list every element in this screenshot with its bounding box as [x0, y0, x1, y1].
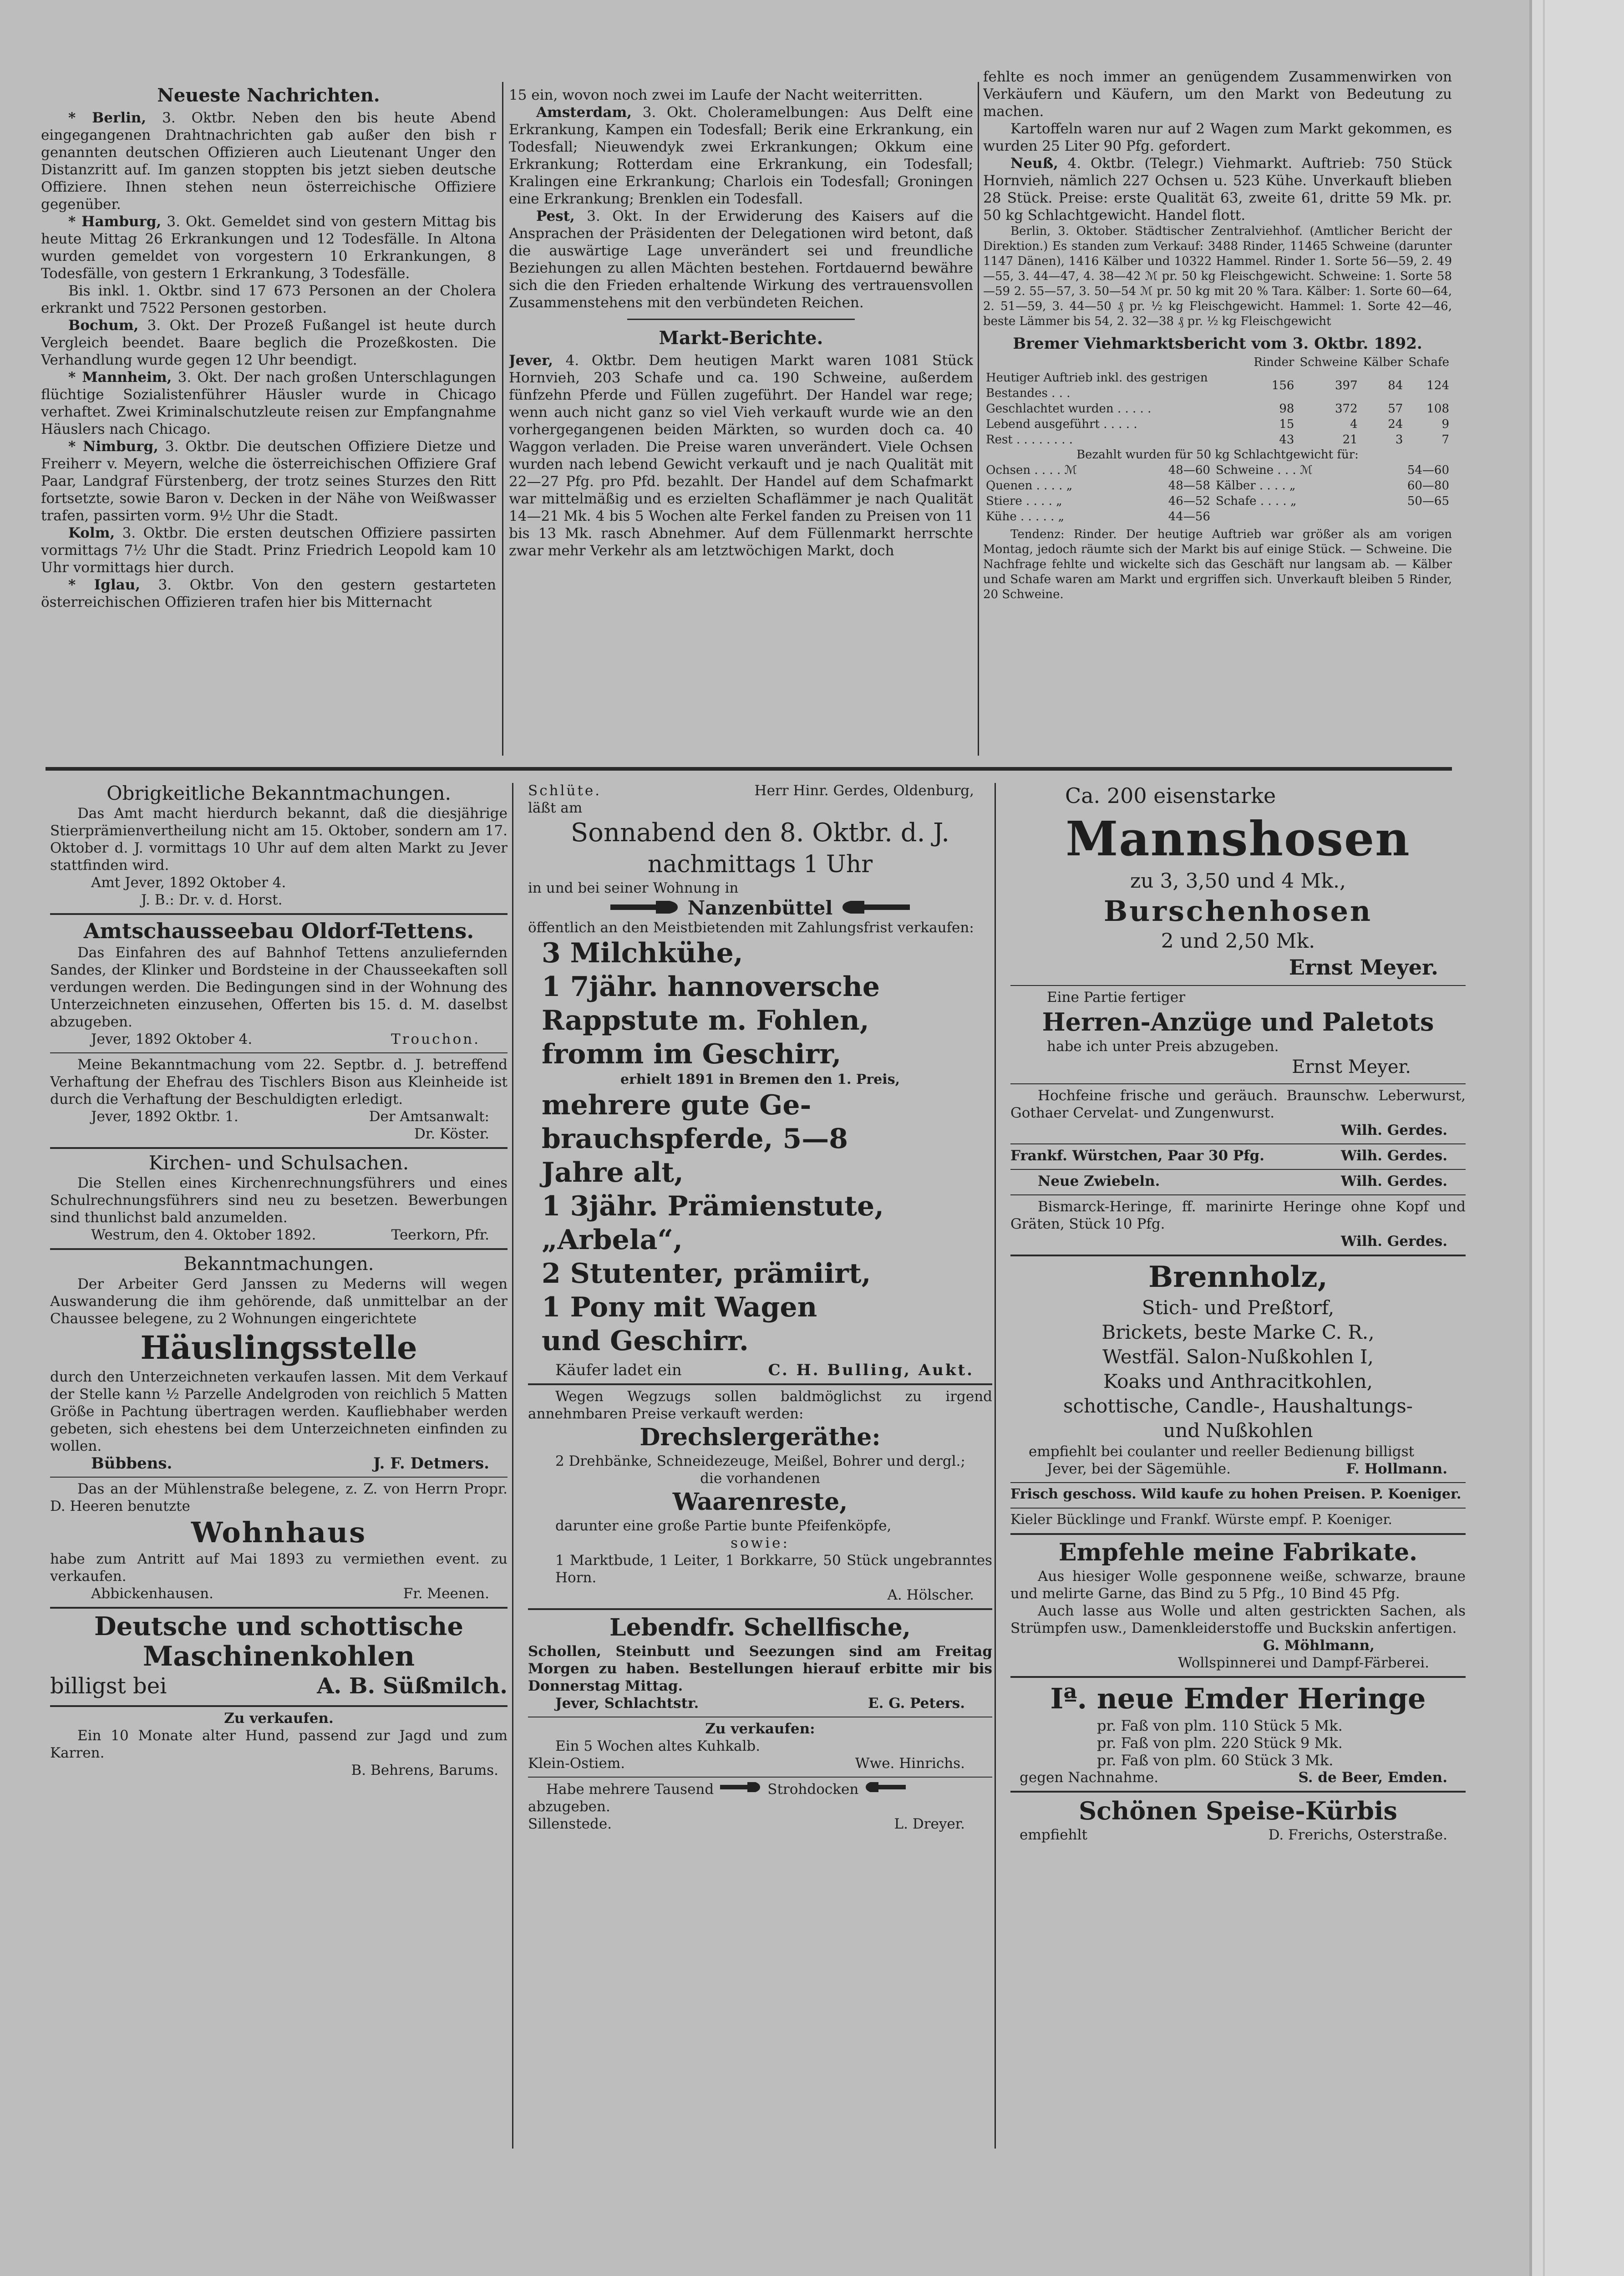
ad-headline: Schönen Speise-Kürbis	[1079, 1796, 1397, 1825]
sig-left: Jever, 1892 Oktober 4.	[91, 1031, 253, 1047]
ad-intro: Ca. 200 eisenstarke	[1065, 783, 1276, 808]
table-cell	[1213, 509, 1376, 524]
report-text: 4. Oktbr. (Telegr.) Viehmarkt. Auftrieb: 750 Stück Hornvieh, nämlich 227 Ochsen u. 523 Kühe. Unverkauft blieben 28 Stück. Preise: erste Qualität 63, zweite 61, dritte 59 Mk. pr. 50 kg Schlachtgewicht. Handel flott.	[983, 155, 1452, 224]
list-item: brauchspferde, 5—8	[542, 1123, 848, 1155]
auction-date: Sonnabend den 8. Oktbr. d. J.	[570, 818, 950, 848]
ad-signature	[1010, 1826, 1466, 1844]
table-cell: Kühe . . . . . „	[986, 510, 1065, 523]
table-cell: Schweine . . . ℳ	[1215, 463, 1313, 477]
list-item: 3 Milchkühe,	[542, 937, 743, 969]
sig-right: L. Dreyer.	[894, 1816, 965, 1832]
ad-box	[1010, 1255, 1466, 1478]
auction-items	[528, 936, 992, 1071]
sig-left: Jever, 1892 Oktbr. 1.	[91, 1108, 239, 1125]
ad-line	[1010, 1147, 1466, 1164]
ads-column-3	[1010, 782, 1466, 2148]
ad-text: Meine Bekanntmachung vom 22. Septbr. d. J. betreffend Verhaftung der Ehefrau des Tischlers Bison aus Kleinheide ist durch die Verhaftung der Beschuldigten erledigt.	[50, 1057, 508, 1108]
ad-title: Zu verkaufen.	[224, 1710, 334, 1727]
table-cell: 54—60	[1407, 463, 1449, 477]
table-cell	[1376, 509, 1452, 524]
list-item: 1 7jähr. hannoversche	[542, 971, 880, 1003]
ad-box	[1010, 1791, 1466, 1844]
pointing-hand-icon	[720, 1780, 761, 1798]
news-paragraph	[41, 213, 496, 282]
list-item: pr. Faß von plm. 60 Stück 3 Mk.	[1097, 1752, 1334, 1769]
list-item: schottische, Candle-, Haushaltungs-	[1063, 1395, 1413, 1417]
news-place: Kolm,	[68, 525, 115, 541]
ad-box	[1010, 1508, 1466, 1529]
berlin-report: Berlin, 3. Oktober. Städtischer Zentralviehhof. (Amtlicher Bericht der Direktion.) Es standen zum Verkauf: 3488 Rinder, 11465 Schweine (darunter 1147 Dänen), 1416 Kälber und 10322 Hammel. Rinder 1. Sorte 56—59, 2. 49—55, 3. 44—47, 4. 38—42 ℳ pr. 50 kg Fleischgewicht. Schweine: 1. Sorte 58—59 2. 55—57, 3. 50—54 ℳ pr. 50 kg mit 20 % Tara. Kälber: 1. Sorte 60—64, 2. 51—59, 3. 44—50 ₰ pr. ½ kg Fleischgewicht. Hammel: 1. Sorte 42—46, beste Lämmer bis 54, 2. 32—38 ₰ pr. ½ kg Fleischgewicht	[983, 224, 1452, 328]
auction-signature	[528, 1362, 992, 1379]
news-paragraph	[509, 208, 973, 311]
bremen-table	[983, 355, 1452, 447]
table-cell: 15	[1279, 417, 1294, 431]
ad-headline: Wohnhaus	[191, 1516, 367, 1549]
sig-right: S. de Beer, Emden.	[1298, 1769, 1447, 1786]
news-paragraphs	[41, 109, 496, 611]
bremen-paid: Bezahlt wurden für 50 kg Schlachtgewicht für:	[1076, 448, 1359, 462]
ad-headline: Maschinenkohlen	[142, 1641, 415, 1672]
table-cell: 43	[1279, 433, 1294, 447]
sig-left: empfiehlt	[1020, 1827, 1087, 1843]
list-item: „Arbela“,	[542, 1224, 683, 1256]
sig-left: Jever, Schlachtstr.	[555, 1695, 699, 1712]
ad-text: Wegen Wegzugs sollen baldmöglichst zu irgend annehmbaren Preise verkauft werden:	[528, 1388, 992, 1422]
ad-signature: Ernst Meyer.	[1289, 955, 1438, 980]
intro-right: Herr Hinr. Gerdes, Oldenburg,	[754, 782, 974, 799]
table-cell: 4	[1350, 417, 1358, 431]
ad-headline: Brennholz,	[1148, 1260, 1328, 1294]
sig-right: Wwe. Hinrichs.	[855, 1755, 965, 1772]
news-paragraph	[41, 369, 496, 438]
intro-left: Schlüte.	[528, 782, 602, 799]
ad-title: Zu verkaufen:	[705, 1721, 815, 1737]
news-paragraph	[41, 576, 496, 611]
sig-right: Der Amtsanwalt:	[369, 1108, 489, 1125]
ad-headline: Deutsche und schottische	[94, 1611, 463, 1641]
ad-signature: Wilh. Gerdes.	[1340, 1148, 1447, 1164]
ad-text: durch den Unterzeichneten verkaufen lassen. Mit dem Verkauf der Stelle kann ½ Parzelle Andelgroden von reichlich 5 Matten Größe in Pachtung übertragen werden. Kaufliebhaber werden gebeten, sich ehestens bei dem Unterzeichneten einfinden zu wollen.	[50, 1369, 508, 1454]
ad-box	[528, 1608, 992, 1712]
sig-right: Teerkorn, Pfr.	[391, 1227, 489, 1243]
ad-text: Ein 10 Monate alter Hund, passend zur Jagd und zum Karren.	[50, 1727, 508, 1761]
ad-signature: B. Behrens, Barums.	[351, 1762, 498, 1778]
sig-left: gegen Nachnahme.	[1020, 1769, 1159, 1786]
table-cell: Quenen . . . . „	[986, 479, 1073, 493]
news-text: 3. Okt. In der Erwiderung des Kaisers auf die Ansprachen der Präsidenten der Delegationen wird betont, daß die auswärtige Lage unverändert sei und freundliche Beziehungen zu allen Mächten bestehen. Fortdauernd bewähre sich die den Frieden erhaltende Wirkung des vertrauensvollen Zusammenstehens mit den verbündeten Reichen.	[509, 208, 973, 311]
ad-box	[528, 1383, 992, 1604]
news-place: Bochum,	[68, 317, 139, 334]
news-paragraph	[509, 104, 973, 208]
ad-text: Neue Zwiebeln.	[1038, 1173, 1160, 1189]
hering-prefix: Iª.	[1050, 1682, 1087, 1715]
ad-box	[50, 1705, 508, 1779]
bremen-tendenz: Tendenz: Rinder. Der heutige Auftrieb war größer als am vorigen Montag, jedoch räumte sich der Markt bis auf einige Stück. — Schweine. Die Nachfrage fehlte und wickelte sich das Geschäft nur langsam ab. — Kälber und Schafe waren am Markt und ergriffen sich. Unverkauft bleiben 5 Rinder, 20 Schweine.	[983, 528, 1452, 601]
news-text: 3. Oktbr. Die ersten deutschen Offiziere passirten vormittags 7½ Uhr die Stadt. Prinz Friedrich Leopold kam 10 Uhr vormittags hier durch.	[41, 525, 496, 576]
table-cell: 24	[1388, 417, 1403, 431]
list-item: und Geschirr.	[542, 1325, 749, 1357]
news-text: 3. Okt. Der Prozeß Fußangel ist heute durch Vergleich beendet. Baare beglich die Prozeßkosten. Die Verhandlung wurde gegen 12 Uhr beendigt.	[41, 317, 496, 368]
ad-title: Obrigkeitliche Bekanntmachungen.	[107, 782, 451, 804]
ad-text: Das Amt macht hierdurch bekannt, daß die diesjährige Stierprämienvertheilung nicht am 15. Oktober, sondern am 17. Oktober d. J. vormittags 10 Uhr auf dem alten Markt zu Jever stattfinden wird.	[50, 805, 508, 874]
ad-box	[528, 1777, 992, 1833]
ad-text: sowie:	[731, 1535, 790, 1551]
ad-text: Bismarck-Heringe, ff. marinirte Heringe ohne Kopf und Gräten, Stück 10 Pfg.	[1010, 1199, 1466, 1232]
ad-text: die vorhandenen	[700, 1470, 820, 1487]
ad-text: Kieler Bücklinge und Frankf. Würste empf. P. Koeniger.	[1010, 1512, 1392, 1528]
ad-text: Ein 5 Wochen altes Kuhkalb.	[555, 1738, 761, 1754]
sig-right: E. G. Peters.	[868, 1695, 965, 1712]
ad-headline: Burschenhosen	[1103, 894, 1373, 928]
table-cell: Rest . . . . . . . .	[986, 433, 1073, 447]
market-column	[983, 68, 1452, 756]
ad-box	[1010, 1083, 1466, 1139]
ad-signature	[528, 1815, 992, 1833]
news-paragraph	[41, 282, 496, 317]
news-text: Bis inkl. 1. Oktbr. sind 17 673 Personen an der Cholera erkrankt und 7522 Personen gestorben.	[41, 283, 496, 316]
ad-text: Das Einfahren des auf Bahnhof Tettens anzuliefernden Sandes, der Klinker und Bordsteine in der Chausseekaften soll verdungen werden. Die Bedingungen sind in der Wohnung des Unterzeichneten einzusehen, Offerten bis 15. d. M. daselbst abzugeben.	[50, 945, 508, 1030]
list-item: pr. Faß von plm. 220 Stück 9 Mk.	[1097, 1734, 1343, 1752]
news-text: 3. Oktbr. Die deutschen Offiziere Dietze und Freiherr v. Meyern, welche die österreichischen Offiziere Graf Paar, Landgraf Fürstenberg, der trotz seines Sturzes den Ritt fortsetzte, sowie Baron v. Decken in der Nähe von Weißwasser trafen, passirten vorm. 9½ Uhr die Stadt.	[41, 438, 496, 524]
ad-signature	[50, 1671, 508, 1701]
sig-left: Bübbens.	[91, 1454, 173, 1473]
sig-right: F. Hollmann.	[1346, 1461, 1447, 1477]
table-header: Kälber	[1363, 356, 1403, 369]
column-divider	[978, 82, 979, 756]
sig-left: billigst bei	[50, 1673, 167, 1699]
market-text: Kartoffeln waren nur auf 2 Wagen zum Markt gekommen, es wurden 25 Liter 90 Pfg. gefordert.	[983, 121, 1452, 154]
ad-signature	[528, 1755, 992, 1772]
sig-right: C. H. Bulling, Aukt.	[768, 1361, 974, 1379]
ad-text: Frisch geschoss. Wild kaufe zu hohen Preisen. P. Koeniger.	[1010, 1486, 1462, 1502]
table-cell: 48—60	[1168, 463, 1210, 477]
news-place: * Berlin,	[68, 110, 147, 126]
auction-place: Nanzenbüttel	[687, 897, 833, 919]
table-cell: 108	[1426, 402, 1449, 416]
ad-text: Schollen, Steinbutt und Seezungen sind am Freitag Morgen zu haben. Bestellungen hierauf erbitte mir bis Donnerstag Mittag.	[528, 1643, 992, 1694]
ad-box	[1010, 1676, 1466, 1786]
ad-box	[1010, 1194, 1466, 1250]
ad-signature: Amt Jever, 1892 Oktober 4.	[91, 874, 286, 891]
list-item: Koaks und Anthracitkohlen,	[1103, 1370, 1373, 1392]
table-cell: 46—52	[1168, 494, 1210, 508]
table-cell: 3	[1395, 433, 1403, 447]
table-cell: 7	[1441, 433, 1449, 447]
ad-signature: Wilh. Gerdes.	[1340, 1233, 1447, 1250]
section-title: Neueste Nachrichten.	[157, 85, 380, 106]
sig-left: Klein-Ostiem.	[528, 1755, 625, 1772]
ad-signature	[1010, 1460, 1466, 1478]
auction-prize: erhielt 1891 in Bremen den 1. Preis,	[620, 1072, 900, 1087]
sig-left: Sillenstede.	[528, 1816, 612, 1832]
sig-left: Jever, bei der Sägemühle.	[1047, 1461, 1231, 1477]
sig-right: A. B. Süßmilch.	[317, 1673, 508, 1699]
report-place: Jever,	[509, 352, 553, 369]
ad-signature: J. B.: Dr. v. d. Horst.	[141, 892, 283, 908]
list-item: 1 3jähr. Prämienstute,	[542, 1190, 884, 1222]
divider	[627, 319, 855, 320]
table-cell: 84	[1388, 379, 1403, 392]
table-header: Schweine	[1299, 356, 1358, 369]
news-paragraph	[41, 317, 496, 369]
sig-left: Abbickenhausen.	[91, 1585, 213, 1602]
table-row	[983, 417, 1452, 432]
ad-signature: A. Hölscher.	[887, 1587, 974, 1603]
news-place: * Nimburg,	[68, 438, 158, 455]
news-place: * Hamburg,	[68, 213, 162, 230]
sig-left: Käufer ladet ein	[555, 1361, 682, 1379]
auction-items	[528, 1088, 992, 1358]
pointing-hand-icon	[842, 898, 910, 918]
ad-signature: Ernst Meyer.	[1292, 1057, 1411, 1077]
ad-headline: Empfehle meine Fabrikate.	[1058, 1539, 1418, 1566]
sig-right: D. Frerichs, Osterstraße.	[1268, 1827, 1447, 1843]
table-row	[983, 370, 1452, 401]
column-divider	[995, 783, 996, 2149]
ad-text: 2 Drehbänke, Schneidezeuge, Meißel, Bohrer und dergl.;	[555, 1453, 965, 1469]
auction-intro: läßt am	[528, 800, 583, 816]
news-place: Amsterdam,	[536, 104, 632, 121]
table-row	[983, 478, 1452, 493]
section-title: Markt-Berichte.	[659, 327, 823, 349]
ad-signature: Wilh. Gerdes.	[1340, 1173, 1447, 1189]
hering-title: neue Emder Heringe	[1096, 1682, 1426, 1715]
list-item: pr. Faß von plm. 110 Stück 5 Mk.	[1097, 1717, 1343, 1734]
ad-signature	[528, 1695, 992, 1712]
ad-text: Frankf. Würstchen, Paar 30 Pfg.	[1010, 1148, 1264, 1164]
news-paragraph	[41, 438, 496, 524]
news-paragraph	[41, 524, 496, 576]
ad-box	[1010, 1143, 1466, 1164]
auction-intro	[528, 782, 992, 799]
page-edge	[1529, 0, 1624, 2276]
table-cell: Heutiger Auftrieb inkl. des gestrigen Bestandes . . .	[986, 371, 1208, 400]
table-row	[983, 432, 1452, 447]
section-separator	[46, 767, 1452, 771]
fuel-list	[1010, 1295, 1466, 1443]
ad-text: Das an der Mühlenstraße belegene, z. Z. von Herrn Propr. D. Heeren benutzte	[50, 1481, 508, 1514]
ad-text: Aus hiesiger Wolle gesponnene weiße, schwarze, braune und melirte Garne, das Bind zu 5 Pfg., 10 Bind 45 Pfg.	[1010, 1568, 1466, 1602]
ad-price: zu 3, 3,50 und 4 Mk.,	[1130, 869, 1346, 893]
hering-prices	[1010, 1717, 1466, 1769]
news-text: 3. Okt. Der nach großen Unterschlagungen flüchtige Sozialistenführer Häusler wurde in Chicago verhaftet. Zwei Kriminalschutzleute reisen zur Empfangnahme Häuslers nach Chicago.	[41, 369, 496, 437]
news-text: 3. Okt. Gemeldet sind von gestern Mittag bis heute Mittag 26 Erkrankungen und 12 Todesfälle. In Altona wurden gemeldet von vorgestern 10 Erkrankungen, 8 Todesfälle, von gestern 1 Erkrankung, 3 Todesfälle.	[41, 213, 496, 282]
report-place: Neuß,	[1010, 155, 1058, 172]
table-row	[983, 509, 1452, 524]
table-cell: Schafe . . . . „	[1215, 494, 1297, 508]
ad-box	[50, 1607, 508, 1701]
list-item: mehrere gute Ge-	[542, 1089, 812, 1121]
table-cell: Geschlachtet wurden . . . . .	[986, 402, 1152, 416]
list-item: Brickets, beste Marke C. R.,	[1101, 1321, 1375, 1343]
ad-headline: Mannshosen	[1066, 811, 1411, 867]
ad-signature: Wilh. Gerdes.	[1340, 1122, 1447, 1138]
ad-title: Kirchen- und Schulsachen.	[148, 1152, 409, 1174]
table-header: Rinder	[1254, 356, 1294, 369]
auction-place-intro: in und bei seiner Wohnung in	[528, 880, 739, 896]
table-cell: 44—56	[1168, 510, 1210, 523]
news-place: Pest,	[536, 208, 575, 224]
pointing-hand-icon	[610, 898, 679, 918]
table-cell: 98	[1279, 402, 1294, 416]
report-text: 4. Oktbr. Dem heutigen Markt waren 1081 Stück Hornvieh, 203 Schafe und ca. 190 Schweine, außerdem fünfzehn Pferde und Füllen zugeführt. Der Handel war rege; wenn auch nicht ganz so viel Vieh verkauft wurde wie an den vorhergegangenen beiden Märkten, so wurden doch ca. 40 Waggon verladen. Die Preise waren unverändert. Viele Ochsen wurden nach lebend Gewicht verkauft und je nach Qualität mit 22—27 Pfg. pro Pfd. bezahlt. Der Handel auf dem Schafmarkt war mittelmäßig und es erzielten Schaflämmer je nach Qualität 14—21 Mk. 4 bis 5 Wochen alte Ferkel fanden zu Preisen von 11 bis 13 Mk. rasch Abnehmer. Auf dem Füllenmarkt herrschte zwar mehr Verkehr als am letztwöchigen Markt, doch	[509, 352, 973, 559]
list-item: Stich- und Preßtorf,	[1142, 1296, 1335, 1319]
news-place: * Iglau,	[68, 577, 141, 593]
ad-line	[1010, 1173, 1466, 1190]
table-cell: 60—80	[1407, 479, 1449, 493]
ad-signature	[50, 1226, 508, 1244]
table-header: Schafe	[1408, 356, 1449, 369]
list-item: 1 Pony mit Wagen	[542, 1291, 817, 1323]
auction-place-row	[528, 897, 992, 919]
ad-headline: Häuslingsstelle	[140, 1329, 417, 1367]
table-cell: Ochsen . . . . ℳ	[986, 463, 1077, 477]
market-report	[983, 155, 1452, 224]
ad-signature: Wollspinnerei und Dampf-Färberei.	[1177, 1655, 1429, 1671]
column-divider	[512, 783, 513, 2149]
ads-column-2	[528, 782, 992, 2148]
table-header	[983, 355, 1251, 370]
list-item: Jahre alt,	[542, 1157, 684, 1189]
news-text: 3. Oktbr. Neben den bis heute Abend eingegangenen Drahtnachrichten gab außer den bish r genannten deutschen Offizieren auch Lieutenant Unger den Distanzritt auf. Im ganzen stoppten bis jetzt sieben deutsche Offiziere. Ihnen stehen neun österreichische Offiziere gegenüber.	[41, 110, 496, 213]
table-cell: Stiere . . . . „	[986, 494, 1062, 508]
ad-box	[528, 1717, 992, 1772]
ad-box	[1010, 1533, 1466, 1671]
bremen-title: Bremer Viehmarktsbericht vom 3. Oktbr. 1892.	[1013, 335, 1422, 353]
ad-text: habe zum Antritt auf Mai 1893 zu vermiethen event. zu verkaufen.	[50, 1551, 508, 1585]
ad-box	[1010, 1482, 1466, 1503]
ad-headline	[1010, 1681, 1466, 1717]
ads-column-1	[50, 782, 508, 2157]
news-paragraphs	[509, 104, 973, 311]
ad-intro: Eine Partie fertiger	[1047, 989, 1186, 1006]
list-item: Westfäl. Salon-Nußkohlen I,	[1102, 1346, 1374, 1368]
ad-box	[50, 1477, 508, 1602]
ad-text: habe ich unter Preis abzugeben.	[1047, 1038, 1279, 1055]
ad-price: 2 und 2,50 Mk.	[1161, 930, 1315, 953]
ad-text: 1 Marktbude, 1 Leiter, 1 Borkkarre, 50 Stück ungebranntes Horn.	[555, 1552, 992, 1586]
news-column	[41, 82, 496, 765]
table-row	[983, 462, 1452, 478]
list-item: fromm im Geschirr,	[542, 1038, 842, 1070]
table-cell: 50—65	[1407, 494, 1449, 508]
list-item: 2 Stutenter, prämiirt,	[542, 1258, 871, 1290]
ad-signature	[1010, 1769, 1466, 1786]
table-cell: 397	[1335, 379, 1358, 392]
ad-box	[50, 1147, 508, 1244]
ad-box	[50, 1248, 508, 1472]
table-cell: 57	[1388, 402, 1403, 416]
market-text: fehlte es noch immer an genügendem Zusammenwirken von Verkäufern und Käufern, um den Markt von Bedeutung zu machen.	[983, 69, 1452, 120]
news-paragraph: 15 ein, wovon noch zwei im Laufe der Nacht weiterritten.	[509, 87, 923, 103]
table-cell: 372	[1335, 402, 1358, 416]
table-cell: Kälber . . . . „	[1215, 479, 1296, 493]
ad-title: Bekanntmachungen.	[183, 1254, 374, 1275]
ad-headline: Herren-Anzüge und Paletots	[1042, 1007, 1434, 1036]
ad-headline: Waarenreste,	[672, 1488, 848, 1516]
column-divider	[502, 82, 503, 756]
table-cell: Lebend ausgeführt . . . . .	[986, 417, 1137, 431]
ad-signature	[50, 1108, 508, 1125]
bremen-prices	[983, 462, 1452, 524]
news-text: 3. Okt. Choleramelbungen: Aus Delft eine Erkrankung, Kampen ein Todesfall; Berik eine Erkrankung, ein Todesfall; Nieuwendyk zwei Erkrankungen; Okkum eine Erkrankung; Rotterdam eine Erkrankung, ein Todesfall; Kralingen eine Erkrankung; Charlois ein Todesfall; Groningen eine Erkrankung; Brenklen ein Todesfall.	[509, 104, 973, 207]
table-cell: 21	[1342, 433, 1358, 447]
table-cell: 124	[1426, 379, 1449, 392]
table-row	[983, 493, 1452, 509]
ad-signature	[50, 1455, 508, 1472]
news-paragraph	[41, 109, 496, 213]
stroh-text: Strohdocken	[767, 1781, 859, 1798]
ad-box	[50, 913, 508, 1048]
ad-signature: Dr. Köster.	[414, 1126, 489, 1142]
market-report	[509, 352, 973, 559]
ad-text: Die Stellen eines Kirchenrechnungsführers und eines Schulrechnungsführers sind neu zu besetzen. Bewerbungen sind thunlichst bald anzumelden.	[50, 1175, 508, 1226]
auction-time: nachmittags 1 Uhr	[647, 851, 873, 878]
table-cell: 9	[1441, 417, 1449, 431]
sig-left: Westrum, den 4. Oktober 1892.	[91, 1227, 316, 1243]
table-row	[983, 401, 1452, 417]
ad-text: empfiehlt bei coulanter und reeller Bedienung billigst	[1029, 1443, 1415, 1460]
ad-text: Der Arbeiter Gerd Janssen zu Mederns will wegen Auswanderung die ihm gehörende, daß unmittelbar an der Chaussee belegene, zu 2 Wohnungen eingerichtete	[50, 1276, 508, 1327]
table-cell: 48—58	[1168, 479, 1210, 493]
sig-right: J. F. Detmers.	[373, 1454, 489, 1473]
auction-terms: öffentlich an den Meistbietenden mit Zahlungsfrist verkaufen:	[528, 920, 974, 936]
ad-box	[1010, 985, 1466, 1079]
ad-title: Amtschausseebau Oldorf-Tettens.	[83, 919, 474, 943]
list-item: und Nußkohlen	[1163, 1419, 1313, 1442]
ad-signature	[50, 1585, 508, 1602]
news-place: * Mannheim,	[68, 369, 172, 386]
ad-headline: Drechslergeräthe:	[639, 1423, 881, 1451]
ad-box	[50, 1052, 508, 1143]
list-item: Rappstute m. Fohlen,	[542, 1005, 869, 1036]
ad-text: abzugeben.	[528, 1798, 610, 1815]
ad-headline: Lebendfr. Schellfische,	[609, 1614, 911, 1641]
stroh-text: Habe mehrere Tausend	[546, 1781, 714, 1798]
stroh-row	[528, 1780, 992, 1798]
news-column-2	[509, 86, 973, 760]
ad-signature: G. Möhlmann,	[1263, 1637, 1375, 1654]
sig-right: Trouchon.	[391, 1031, 480, 1047]
table-cell: 156	[1271, 379, 1294, 392]
ad-signature	[50, 1031, 508, 1048]
news-text: 3. Oktbr. Von den gestern gestarteten österreichischen Offizieren trafen hier bis Mitternacht	[41, 577, 496, 610]
ad-box	[1010, 1169, 1466, 1190]
ad-text: Auch lasse aus Wolle und alten gestrickten Sachen, als Strümpfen usw., Damenkleiderstoffe und Buckskin anfertigen.	[1010, 1603, 1466, 1636]
pointing-hand-icon	[865, 1780, 906, 1798]
ad-text: Hochfeine frische und geräuch. Braunschw. Leberwurst, Gothaer Cervelat- und Zungenwurst.	[1010, 1087, 1466, 1121]
ad-text: darunter eine große Partie bunte Pfeifenköpfe,	[555, 1518, 892, 1534]
sig-right: Fr. Meenen.	[403, 1585, 489, 1602]
